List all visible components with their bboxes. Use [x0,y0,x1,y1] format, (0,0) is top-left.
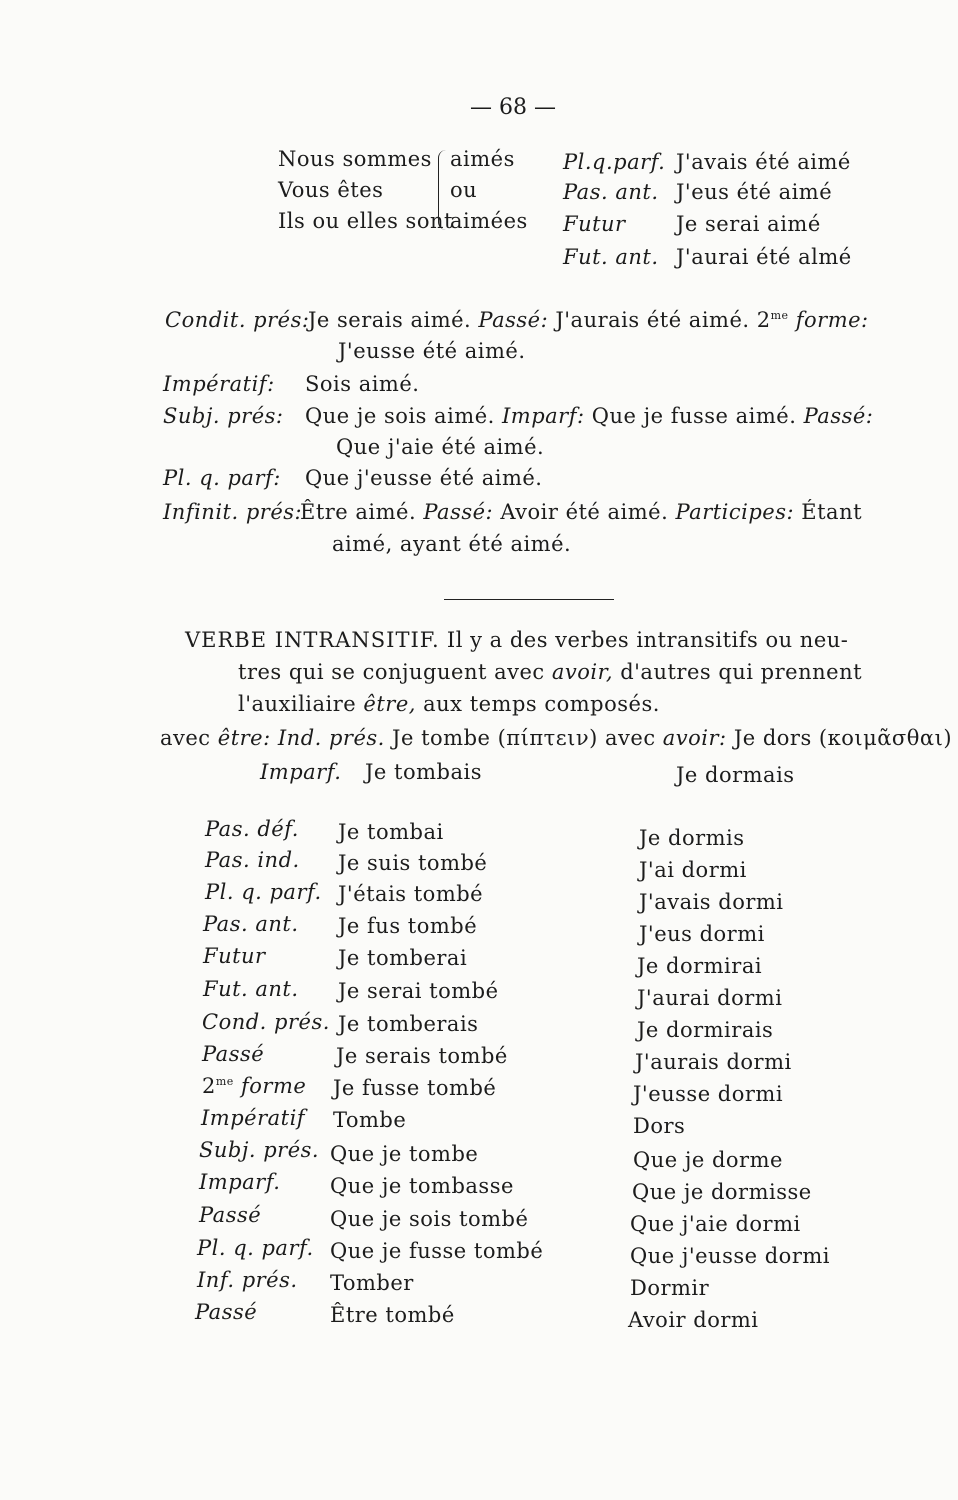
tense-label: Pl.q.parf. [563,150,666,174]
conditional-text: Je serais aimé. Passé: J'aurais été aimé. $2^{me}$ forme: [308,308,869,332]
conj-dormir: J'aurai dormi [637,986,783,1010]
intransitif-line2: tres qui se conjuguent avec avoir, d'autres qui prennent [238,660,863,684]
tense-label: Pas. ant. [563,180,659,204]
conj-dormir: J'aurais dormi [635,1050,792,1074]
conj-tomber: Je fus tombé [338,914,478,938]
conj-tomber: Que je tombe [330,1142,479,1166]
conj-label: Futur [203,944,266,968]
conj-tomber: Je serai tombé [338,979,499,1003]
conj-label: Passé [199,1203,262,1227]
conj-dormir: Que j'eusse dormi [630,1244,830,1268]
conj-tomber: Je tomberai [338,946,468,970]
imperatif-label: Impératif: [163,372,275,396]
section-heading: VERBE INTRANSITIF. [185,628,440,652]
tense-form: J'avais été aimé [676,150,851,174]
conj-dormir: J'ai dormi [639,858,747,882]
plural-subject-1: Nous sommes [278,147,432,171]
conj-label: Pl. q. parf. [197,1236,314,1260]
conj-label: Imparf. [199,1170,281,1194]
conj-dormir: Je dormirais [637,1018,774,1042]
conj-tomber: Je tombais [365,760,482,784]
conj-tomber: J'étais tombé [338,882,484,906]
intransitif-line1: VERBE INTRANSITIF. Il y a des verbes intransitifs ou neu- [185,628,849,652]
conj-label: Cond. prés. [202,1010,330,1034]
conj-tomber: Je serais tombé [336,1044,508,1068]
conj-label: Subj. prés. [199,1138,320,1162]
conj-tomber: Je tombai [338,820,444,844]
infinit-text: Être aimé. Passé: Avoir été aimé. Participes: Étant [300,500,863,524]
conj-tomber: Que je tombasse [330,1174,514,1198]
conj-tomber: Être tombé [330,1303,455,1327]
conj-dormir: J'avais dormi [639,890,784,914]
conj-dormir: Que je dorme [633,1148,783,1172]
conj-dormir: Dormir [630,1276,710,1300]
plural-form-2: ou [450,178,478,202]
tense-label: Futur [563,212,626,236]
conj-label: Impératif [201,1106,306,1130]
subj-line2: Que j'aie été aimé. [336,435,545,459]
conj-dormir: J'eusse dormi [633,1082,784,1106]
imperatif-text: Sois aimé. [305,372,420,396]
plqparf-text: Que j'eusse été aimé. [305,466,543,490]
conj-label: Pas. déf. [205,817,299,841]
conj-label: Pas. ind. [205,848,300,872]
tense-form: Je serai aimé [676,212,821,236]
conditional-line2: J'eusse été aimé. [338,339,526,363]
conditional-label: Condit. prés: [165,308,310,332]
subj-text: Que je sois aimé. Imparf: Que je fusse aimé. Passé: [305,404,874,428]
conj-dormir: J'eus dormi [639,922,765,946]
plqparf-label: Pl. q. parf: [163,466,281,490]
conj-dormir: Dors [633,1114,686,1138]
conj-label: Passé [202,1042,265,1066]
conj-label: Imparf. [260,760,342,784]
conj-label: Fut. ant. [203,977,299,1001]
conj-tomber: Que je sois tombé [330,1207,529,1231]
intransitif-line3: l'auxiliaire être, aux temps composés. [238,692,660,716]
brace [438,150,449,230]
conj-label: Pas. ant. [203,912,299,936]
conj-dormir: Que je dormisse [632,1180,812,1204]
conj-dormir: Je dormirai [637,954,763,978]
infinit-line2: aimé, ayant été aimé. [332,532,572,556]
conj-tomber: Que je fusse tombé [330,1239,544,1263]
conj-tomber: Je fusse tombé [333,1076,497,1100]
tense-form: J'aurai été almé [676,245,852,269]
conj-dormir: Avoir dormi [628,1308,759,1332]
section-divider [444,599,614,600]
conj-label: $2^{me}$ forme [202,1074,307,1098]
plural-form-1: aimés [450,147,515,171]
plural-subject-3: Ils ou elles sont [278,209,453,233]
conj-label: Pl. q. parf. [205,880,322,904]
infinit-label: Infinit. prés: [163,500,303,524]
conj-tomber: Je suis tombé [338,851,488,875]
plural-subject-2: Vous êtes [278,178,384,202]
tense-form: J'eus été aimé [676,180,833,204]
conj-tomber: Tomber [330,1271,414,1295]
conj-tomber: Je tomberais [338,1012,479,1036]
page-number: — 68 — [470,95,556,120]
conj-dormir: Je dormis [639,826,745,850]
conj-tomber: Tombe [333,1108,407,1132]
conj-dormir: Que j'aie dormi [630,1212,801,1236]
conj-label: Passé [195,1300,258,1324]
tense-label: Fut. ant. [563,245,659,269]
subj-label: Subj. prés: [163,404,284,428]
conj-label: Inf. prés. [197,1268,298,1292]
plural-form-3: aimées [450,209,528,233]
intransitif-line4: avec être: Ind. prés. Je tombe (πίπτειν) avec avoir: Je dors (κοιμᾶσθαι) [160,726,953,750]
conj-dormir: Je dormais [676,763,795,787]
